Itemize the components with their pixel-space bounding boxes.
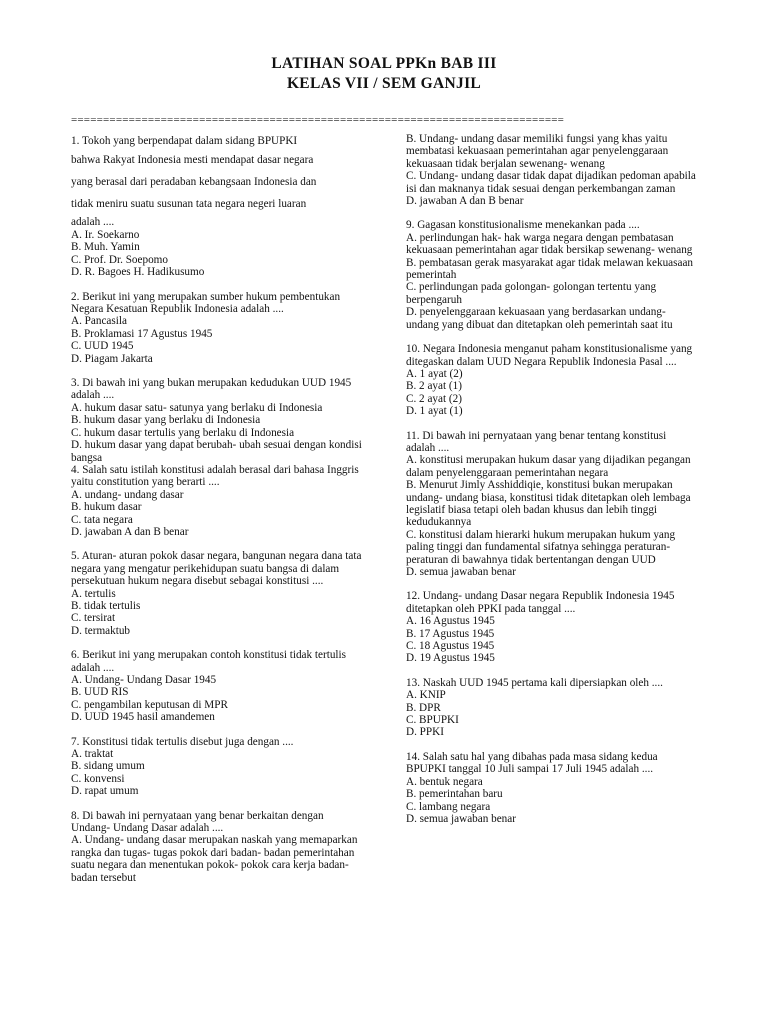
option-list	[71, 748, 363, 798]
option-c: C. BPUPKI	[406, 714, 459, 727]
option-c: C. konstitusi dalam hierarki hukum merupakan hukum yang paling tinggi dan fundamental sifatnya sehingga peraturan- peraturan di bawahnya tidak bertentangan dengan UUD	[406, 528, 676, 566]
option-c: C. pengambilan keputusan di MPR	[71, 698, 228, 711]
option-b: B. Proklamasi 17 Agustus 1945	[71, 327, 213, 340]
option-d: D. rapat umum	[71, 785, 139, 798]
page-title	[0, 54, 768, 94]
question-stem-line: tidak meniru suatu susunan tata negara negeri luaran	[71, 198, 307, 210]
left-column	[71, 133, 363, 884]
option-d: D. semua jawaban benar	[406, 812, 516, 825]
option-list	[406, 232, 698, 331]
question-stem: 4. Salah satu istilah konstitusi adalah berasal dari bahasa Inggris yaitu constitution yang berarti ....	[71, 463, 359, 489]
question-6	[71, 649, 363, 723]
option-list	[406, 368, 698, 418]
question-8	[71, 810, 363, 884]
option-a: A. KNIP	[406, 689, 446, 702]
option-c: C. UUD 1945	[71, 340, 134, 353]
option-d: D. termaktub	[71, 624, 131, 637]
option-list	[71, 315, 363, 365]
question-stem: 6. Berikut ini yang merupakan contoh konstitusi tidak tertulis adalah ....	[71, 649, 346, 674]
option-d: D. penyelenggaraan kekuasaan yang berdasarkan undang- undang yang dibuat dan ditetapkan oleh pemerintah saat itu	[406, 306, 673, 331]
option-c: C. 2 ayat (2)	[406, 392, 462, 405]
option-c: C. Prof. Dr. Soepomo	[71, 253, 168, 266]
question-1	[71, 133, 363, 279]
option-d: D. jawaban A dan B benar	[71, 525, 189, 538]
option-a: A. 16 Agustus 1945	[406, 615, 495, 628]
title-line-1: LATIHAN SOAL PPKn BAB III	[271, 55, 497, 72]
option-a: A. undang- undang dasar	[71, 488, 184, 501]
option-c: C. perlindungan pada golongan- golongan tertentu yang berpengaruh	[406, 281, 657, 306]
option-a: A. hukum dasar satu- satunya yang berlaku di Indonesia	[71, 401, 323, 414]
option-b: B. tidak tertulis	[71, 599, 141, 612]
option-c: C. hukum dasar tertulis yang berlaku di Indonesia	[71, 426, 295, 439]
option-c: C. lambang negara	[406, 800, 491, 813]
option-c: C. konvensi	[71, 772, 125, 785]
option-a: A. tertulis	[71, 587, 116, 600]
question-stem: 9. Gagasan konstitusionalisme menekankan pada ....	[406, 219, 640, 232]
question-4	[71, 464, 363, 538]
question-stem: 5. Aturan- aturan pokok dasar negara, bangunan negara dana tata negara yang mengatur perikehidupan suatu bangsa di dalam persekutuan hukum negara disebut sebagai konstitusi ....	[71, 550, 362, 588]
option-d: D. jawaban A dan B benar	[406, 195, 524, 208]
question-stem-line: adalah ....	[71, 216, 115, 228]
question-2	[71, 291, 363, 365]
question-11	[406, 430, 698, 579]
question-stem: 7. Konstitusi tidak tertulis disebut juga dengan ....	[71, 735, 294, 748]
question-3	[71, 377, 363, 464]
question-stem	[71, 133, 363, 229]
option-list	[406, 454, 698, 578]
option-d: D. UUD 1945 hasil amandemen	[71, 711, 215, 724]
question-stem-line: bahwa Rakyat Indonesia mesti mendapat dasar negara	[71, 154, 314, 166]
option-list	[71, 489, 363, 539]
option-b: B. Menurut Jimly Asshiddiqie, konstitusi bukan merupakan undang- undang biasa, konstitusi tidak ditetapkan oleh lembaga legislatif biasa tetapi oleh badan khusus dan lebih tinggi kedudukannya	[406, 479, 691, 529]
option-b: B. UUD RIS	[71, 686, 129, 699]
question-14	[406, 751, 698, 825]
option-c: C. 18 Agustus 1945	[406, 640, 495, 653]
option-d: D. 1 ayat (1)	[406, 405, 463, 418]
option-list	[71, 402, 363, 464]
option-b: B. 17 Agustus 1945	[406, 627, 495, 640]
option-list	[406, 776, 698, 826]
question-12	[406, 590, 698, 664]
option-a: A. perlindungan hak- hak warga negara dengan pembatasan kekuasaan pemerintahan agar tidak bersikap sewenang- wenang	[406, 231, 693, 257]
question-stem: 12. Undang- undang Dasar negara Republik Indonesia 1945 ditetapkan oleh PPKI pada tanggal ....	[406, 590, 675, 615]
option-list	[71, 674, 363, 724]
right-column	[406, 133, 698, 825]
question-stem: 11. Di bawah ini pernyataan yang benar tentang konstitusi adalah ....	[406, 429, 667, 454]
option-b: B. Undang- undang dasar memiliki fungsi yang khas yaitu membatasi kekuasaan pemerintahan agar penyelenggaraan kekuasaan tidak berjalan sewenang- wenang	[406, 133, 669, 170]
question-7	[71, 736, 363, 798]
option-c: C. Undang- undang dasar tidak dapat dijadikan pedoman apabila isi dan maknanya tidak sesuai dengan perkembangan zaman	[406, 170, 696, 195]
option-a: A. Ir. Soekarno	[71, 229, 140, 241]
option-c: C. tersirat	[71, 612, 116, 625]
option-b: B. 2 ayat (1)	[406, 380, 462, 393]
option-b: B. DPR	[406, 701, 441, 714]
question-5	[71, 550, 363, 637]
option-a: A. traktat	[71, 748, 114, 761]
option-b: B. pembatasan gerak masyarakat agar tidak melawan kekuasaan pemerintah	[406, 256, 694, 282]
option-list	[71, 229, 363, 279]
question-9	[406, 219, 698, 331]
option-list	[71, 588, 363, 638]
question-10	[406, 343, 698, 417]
title-line-2: KELAS VII / SEM GANJIL	[286, 75, 482, 92]
option-list	[406, 689, 698, 739]
option-b: B. hukum dasar yang berlaku di Indonesia	[71, 414, 261, 427]
question-stem: 14. Salah satu hal yang dibahas pada masa sidang kedua BPUPKI tanggal 10 Juli sampai 17 Juli 1945 adalah ....	[406, 750, 658, 776]
option-a: A. Pancasila	[71, 315, 127, 328]
option-b: B. pemerintahan baru	[406, 788, 503, 801]
question-stem: 3. Di bawah ini yang bukan merupakan kedudukan UUD 1945 adalah ....	[71, 377, 352, 402]
option-d: D. hukum dasar yang dapat berubah- ubah sesuai dengan kondisi bangsa	[71, 439, 362, 464]
question-13	[406, 677, 698, 739]
question-stem-line: 1. Tokoh yang berpendapat dalam sidang BPUPKI	[71, 135, 298, 147]
option-b: B. Muh. Yamin	[71, 241, 140, 254]
option-a: A. bentuk negara	[406, 775, 483, 788]
question-stem-line: yang berasal dari peradaban kebangsaan Indonesia dan	[71, 176, 317, 188]
option-list	[71, 834, 363, 884]
question-8-continued	[406, 133, 698, 207]
separator-line: =============================================================================	[71, 114, 565, 126]
option-list	[406, 133, 698, 207]
question-stem: 8. Di bawah ini pernyataan yang benar berkaitan dengan Undang- Undang Dasar adalah ....	[71, 809, 324, 835]
option-b: B. hukum dasar	[71, 501, 142, 514]
option-b: B. sidang umum	[71, 760, 145, 773]
option-d: D. R. Bagoes H. Hadikusumo	[71, 266, 205, 279]
option-c: C. tata negara	[71, 513, 133, 526]
option-d: D. semua jawaban benar	[406, 566, 516, 578]
option-a: A. 1 ayat (2)	[406, 367, 463, 380]
question-stem: 13. Naskah UUD 1945 pertama kali dipersiapkan oleh ....	[406, 676, 663, 689]
question-stem: 2. Berikut ini yang merupakan sumber hukum pembentukan Negara Kesatuan Republik Indonesia adalah ....	[71, 290, 341, 316]
option-a: A. Undang- undang dasar merupakan naskah yang memaparkan rangka dan tugas- tugas pokok dari badan- badan pemerintahan suatu negara dan menentukan pokok- pokok cara kerja badan- badan tersebut	[71, 834, 358, 884]
option-d: D. Piagam Jakarta	[71, 352, 153, 365]
question-stem: 10. Negara Indonesia menganut paham konstitusionalisme yang ditegaskan dalam UUD Negara Republik Indonesia Pasal ....	[406, 343, 693, 368]
option-d: D. 19 Agustus 1945	[406, 652, 495, 665]
option-a: A. konstitusi merupakan hukum dasar yang dijadikan pegangan dalam penyelenggaraan pemerintahan negara	[406, 454, 691, 479]
option-d: D. PPKI	[406, 726, 444, 739]
option-a: A. Undang- Undang Dasar 1945	[71, 674, 217, 686]
option-list	[406, 615, 698, 665]
